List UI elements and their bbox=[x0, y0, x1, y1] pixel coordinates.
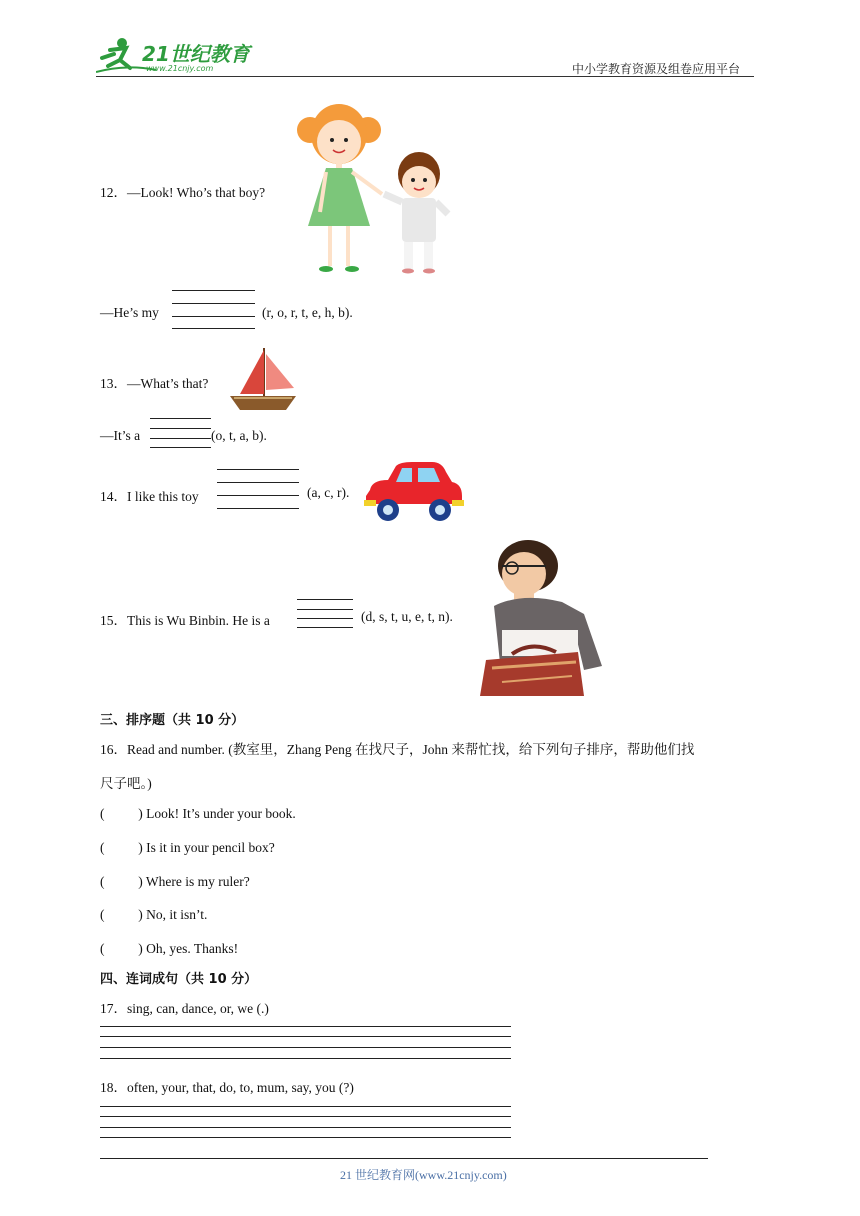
section4-title: 四、连词成句（共 10 分） bbox=[100, 972, 258, 987]
q12-blank-line bbox=[172, 316, 255, 317]
q14-blank-line bbox=[217, 482, 299, 483]
q13-blank-line bbox=[150, 447, 211, 448]
girl-and-boy-image bbox=[296, 102, 456, 274]
q17-prompt: 17．sing, can, dance, or, we (.) bbox=[100, 1001, 269, 1016]
section3-title: 三、排序题（共 10 分） bbox=[100, 713, 245, 728]
sailboat-image bbox=[226, 344, 298, 414]
q14-blank-line bbox=[217, 508, 299, 509]
toy-car-image bbox=[362, 460, 466, 526]
q15-letters: (d, s, t, u, e, t, n). bbox=[361, 609, 453, 624]
q15-blank-line bbox=[297, 627, 353, 628]
q18-answer-line bbox=[100, 1116, 511, 1117]
q13-blank-line bbox=[150, 428, 211, 429]
order-item: ( ) Look! It’s under your book. bbox=[100, 806, 296, 821]
q18-answer-line bbox=[100, 1127, 511, 1128]
q12-answer-prefix: —He’s my bbox=[100, 305, 159, 320]
q16-line1: 16．Read and number. (教室里，Zhang Peng 在找尺子，John 来帮忙找，给下列句子排序，帮助他们找 bbox=[100, 742, 695, 757]
order-item: ( ) Where is my ruler? bbox=[100, 874, 250, 889]
q12-blank-line bbox=[172, 303, 255, 304]
q13-blank-line bbox=[150, 438, 211, 439]
q17-answer-line bbox=[100, 1026, 511, 1027]
q13-blank-line bbox=[150, 418, 211, 419]
q13-answer-prefix: —It’s a bbox=[100, 428, 141, 443]
platform-title: 中小学教育资源及组卷应用平台 bbox=[572, 62, 741, 76]
q14-prompt: 14．I like this toy bbox=[100, 489, 199, 504]
q12-blank-line bbox=[172, 290, 255, 291]
order-item: ( ) Oh, yes. Thanks! bbox=[100, 941, 239, 956]
logo-text: 21世纪教育 bbox=[142, 42, 250, 66]
q15-blank-line bbox=[297, 599, 353, 600]
student-boy-image bbox=[472, 536, 608, 696]
q12-blank-line bbox=[172, 328, 255, 329]
q17-answer-line bbox=[100, 1036, 511, 1037]
logo-url: www.21cnjy.com bbox=[146, 64, 214, 73]
q14-blank-line bbox=[217, 469, 299, 470]
q18-prompt: 18．often, your, that, do, to, mum, say, you (?) bbox=[100, 1080, 354, 1095]
q14-blank-line bbox=[217, 495, 299, 496]
q16-line2: 尺子吧。) bbox=[100, 776, 152, 791]
order-item: ( ) No, it isn’t. bbox=[100, 907, 208, 922]
q14-letters: (a, c, r). bbox=[307, 485, 350, 500]
q15-prompt: 15．This is Wu Binbin. He is a bbox=[100, 613, 270, 628]
q13-prompt: 13．—What’s that? bbox=[100, 376, 209, 391]
q18-answer-line bbox=[100, 1137, 511, 1138]
q12-prompt: 12．—Look! Who’s that boy? bbox=[100, 185, 266, 200]
q15-blank-line bbox=[297, 609, 353, 610]
header-rule bbox=[96, 76, 754, 77]
q15-blank-line bbox=[297, 618, 353, 619]
q12-letters: (r, o, r, t, e, h, b). bbox=[262, 305, 353, 320]
q13-letters: (o, t, a, b). bbox=[211, 428, 267, 443]
q17-answer-line bbox=[100, 1058, 511, 1059]
q17-answer-line bbox=[100, 1047, 511, 1048]
q18-answer-line bbox=[100, 1106, 511, 1107]
order-item: ( ) Is it in your pencil box? bbox=[100, 840, 275, 855]
footer-link[interactable]: 21 世纪教育网(www.21cnjy.com) bbox=[340, 1168, 507, 1182]
header-logo bbox=[96, 36, 266, 76]
footer-rule bbox=[100, 1158, 708, 1159]
